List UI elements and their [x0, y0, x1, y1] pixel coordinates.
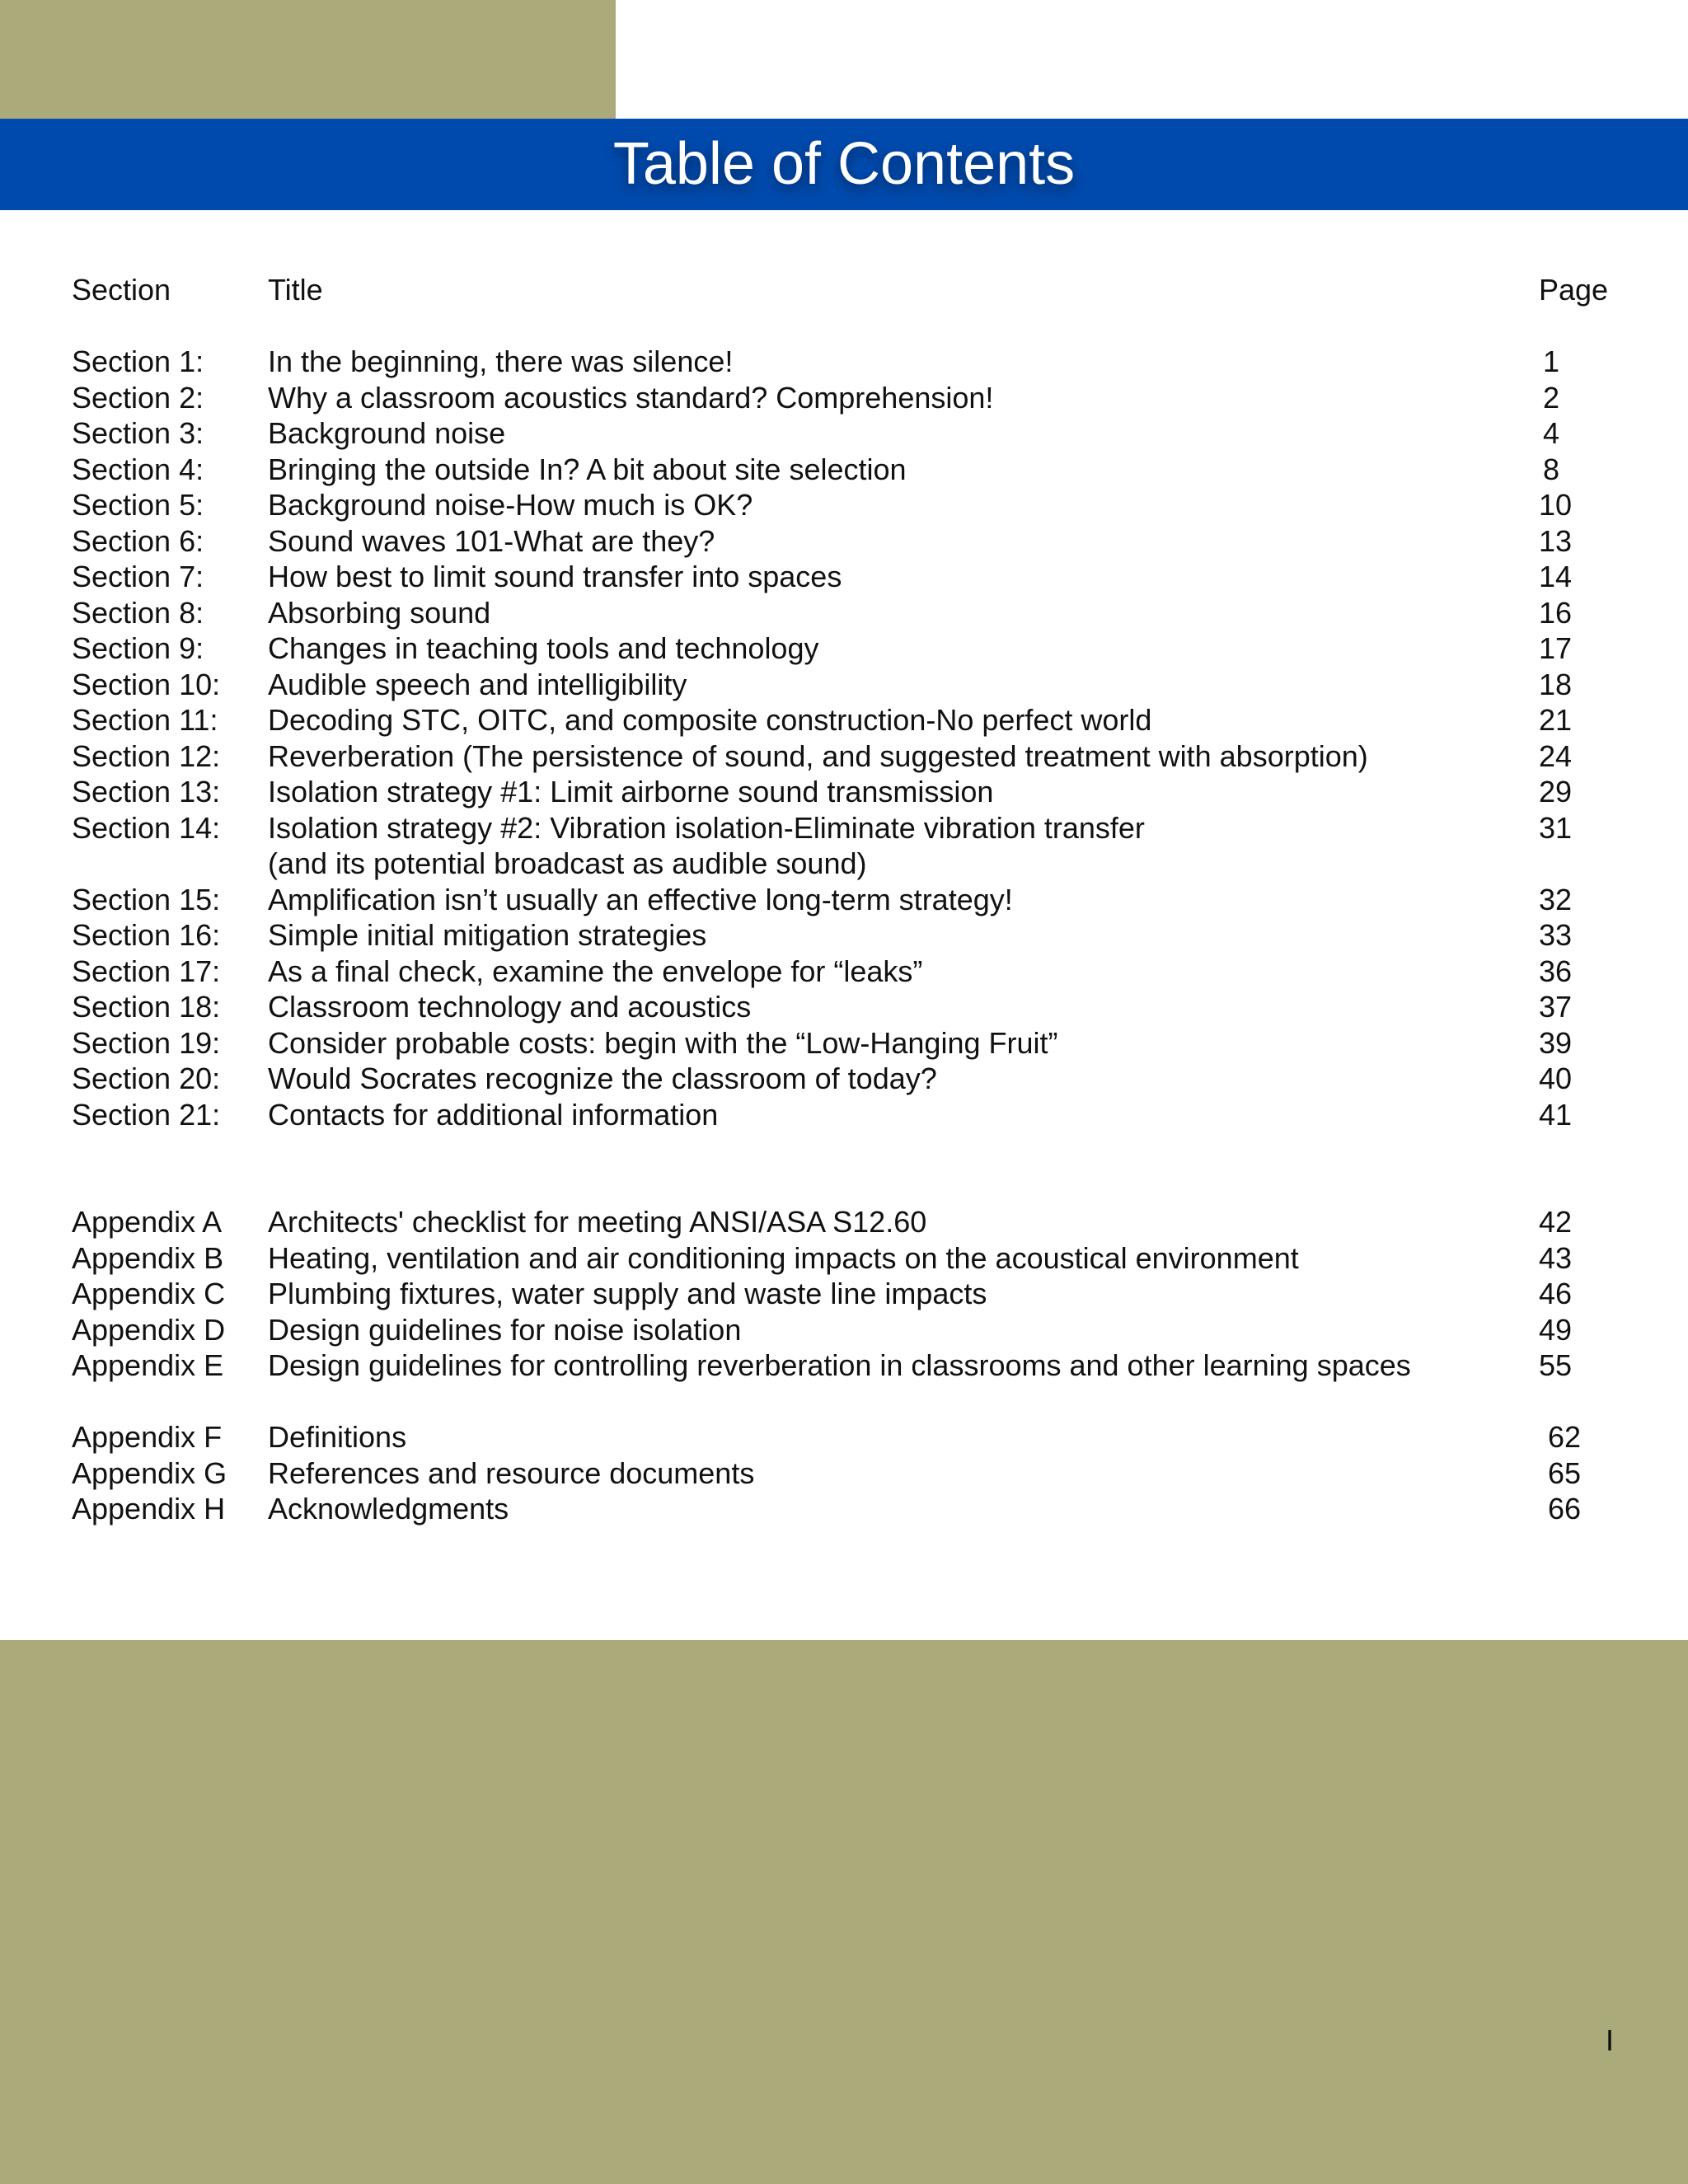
entry-page: 14 [1539, 560, 1573, 593]
entry-title: How best to limit sound transfer into spaces [268, 560, 842, 593]
entry-label: Section 18: [72, 990, 221, 1024]
appendix-entry [0, 1347, 1688, 1384]
entry-page: 10 [1539, 488, 1573, 522]
section-entry [0, 738, 1688, 775]
appendix-entry [0, 1276, 1688, 1312]
section-entry [0, 415, 1688, 452]
section-entry [0, 1025, 1688, 1062]
section-entry [0, 487, 1688, 523]
entry-label: Section 17: [72, 954, 221, 988]
footer-decoration [0, 1640, 1688, 2184]
section-entry [0, 595, 1688, 631]
entry-label: Appendix H [72, 1492, 226, 1526]
entry-page: 21 [1539, 703, 1573, 737]
appendix-entry [0, 1312, 1688, 1348]
entry-title: As a final check, examine the envelope for “leaks” [268, 954, 923, 988]
entry-label: Section 15: [72, 882, 221, 916]
entry-title: Would Socrates recognize the classroom of today? [268, 1062, 937, 1095]
entry-page: 24 [1539, 738, 1573, 773]
entry-page: 49 [1539, 1312, 1573, 1347]
column-headers [0, 272, 1688, 308]
entry-page: 43 [1539, 1240, 1573, 1275]
entry-title: Definitions [268, 1420, 407, 1454]
entry-page: 33 [1539, 918, 1573, 952]
column-header-title: Title [268, 273, 323, 307]
entry-label: Section 10: [72, 667, 221, 701]
corner-decoration [0, 0, 616, 119]
appendix-list-secondary [0, 1419, 1688, 1527]
entry-title: Changes in teaching tools and technology [268, 631, 819, 665]
entry-title: Reverberation (The persistence of sound, and suggested treatment with absorption) [268, 738, 1368, 773]
section-entry-continuation [0, 846, 1688, 882]
appendix-list [0, 1204, 1688, 1384]
appendix-entry [0, 1240, 1688, 1277]
entry-label: Section 21: [72, 1097, 221, 1132]
entry-title: Architects' checklist for meeting ANSI/ASA S12.60 [268, 1205, 927, 1239]
entry-page: 65 [1548, 1455, 1582, 1490]
entry-title: Isolation strategy #1: Limit airborne sound transmission [268, 775, 994, 808]
appendix-entry [0, 1491, 1688, 1527]
section-entry [0, 1097, 1688, 1133]
section-entry [0, 810, 1688, 846]
entry-title: Consider probable costs: begin with the “Low-Hanging Fruit” [268, 1025, 1058, 1060]
table-of-contents [0, 272, 1688, 1527]
section-entry [0, 774, 1688, 810]
entry-title: Simple initial mitigation strategies [268, 918, 707, 952]
section-entry [0, 882, 1688, 918]
entry-page: 17 [1539, 631, 1573, 665]
entry-label: Section 2: [72, 380, 204, 415]
entry-title: References and resource documents [268, 1455, 755, 1490]
entry-title: Sound waves 101-What are they? [268, 523, 715, 558]
page-title: Table of Contents [612, 131, 1076, 197]
section-entry [0, 630, 1688, 667]
section-entry [0, 559, 1688, 595]
section-entry [0, 667, 1688, 703]
entry-page: 29 [1539, 775, 1573, 808]
entry-page: 32 [1539, 882, 1573, 916]
entry-page: 1 [1542, 344, 1560, 378]
entry-page: 37 [1539, 990, 1573, 1024]
appendix-entry [0, 1204, 1688, 1240]
entry-page: 55 [1539, 1348, 1573, 1382]
section-entry [0, 989, 1688, 1025]
section-entry [0, 917, 1688, 954]
appendix-entry [0, 1419, 1688, 1455]
entry-title-continued: (and its potential broadcast as audible sound) [268, 846, 867, 880]
entry-page: 39 [1539, 1025, 1573, 1060]
entry-title: Why a classroom acoustics standard? Comprehension! [268, 380, 994, 415]
entry-label: Section 14: [72, 810, 221, 845]
entry-title: Design guidelines for controlling reverberation in classrooms and other learning spaces [268, 1348, 1411, 1382]
entry-page: 2 [1542, 380, 1560, 415]
entry-label: Appendix D [72, 1312, 226, 1347]
entry-label: Section 11: [72, 703, 218, 737]
entry-label: Appendix E [72, 1348, 224, 1382]
section-entry [0, 380, 1688, 416]
entry-page: 8 [1542, 452, 1560, 486]
entry-label: Section 16: [72, 918, 221, 952]
entry-label: Section 13: [72, 775, 221, 808]
entry-title: Bringing the outside In? A bit about site selection [268, 452, 907, 486]
appendix-entry [0, 1455, 1688, 1492]
entry-label: Section 4: [72, 452, 204, 486]
entry-title: Classroom technology and acoustics [268, 990, 752, 1024]
section-entry [0, 954, 1688, 990]
entry-title: Background noise-How much is OK? [268, 488, 753, 522]
entry-label: Section 6: [72, 523, 204, 558]
entry-title: Acknowledgments [268, 1492, 509, 1526]
entry-page: 62 [1548, 1420, 1582, 1454]
entry-page: 18 [1539, 667, 1573, 701]
entry-label: Section 19: [72, 1025, 221, 1060]
section-entry [0, 452, 1688, 488]
section-entry [0, 1061, 1688, 1097]
entry-page: 31 [1539, 810, 1573, 845]
entry-page: 46 [1539, 1277, 1573, 1310]
entry-label: Section 7: [72, 560, 204, 593]
entry-page: 66 [1548, 1492, 1582, 1526]
entry-title: Audible speech and intelligibility [268, 667, 687, 701]
entry-page: 40 [1539, 1062, 1573, 1095]
entry-title: In the beginning, there was silence! [268, 344, 734, 378]
entry-label: Appendix A [72, 1205, 223, 1239]
entry-label: Section 1: [72, 344, 204, 378]
entry-page: 41 [1539, 1097, 1573, 1132]
entry-label: Section 12: [72, 738, 221, 773]
entry-label: Section 5: [72, 488, 204, 522]
entry-page: 42 [1539, 1205, 1573, 1239]
entry-title: Decoding STC, OITC, and composite construction-No perfect world [268, 703, 1152, 737]
entry-page: 36 [1539, 954, 1573, 988]
entry-label: Appendix G [72, 1455, 227, 1490]
column-header-section: Section [72, 273, 171, 307]
entry-page: 4 [1542, 416, 1560, 450]
entry-title: Isolation strategy #2: Vibration isolation-Eliminate vibration transfer [268, 810, 1145, 845]
entry-label: Section 8: [72, 595, 204, 630]
entry-title: Contacts for additional information [268, 1097, 719, 1132]
entry-label: Section 9: [72, 631, 204, 665]
column-header-page: Page [1539, 273, 1609, 307]
entry-title: Design guidelines for noise isolation [268, 1312, 742, 1347]
entry-label: Appendix F [72, 1420, 223, 1454]
entry-page: 16 [1539, 595, 1573, 630]
section-entry [0, 702, 1688, 738]
section-entry [0, 523, 1688, 560]
entry-label: Section 20: [72, 1062, 221, 1095]
section-list [0, 344, 1688, 1132]
entry-title: Amplification isn’t usually an effective long-term strategy! [268, 882, 1013, 916]
entry-title: Plumbing fixtures, water supply and waste line impacts [268, 1277, 987, 1310]
entry-label: Appendix B [72, 1240, 224, 1275]
entry-title: Absorbing sound [268, 595, 491, 630]
section-entry [0, 344, 1688, 380]
entry-label: Section 3: [72, 416, 204, 450]
page-number: I [1606, 2023, 1615, 2057]
entry-page: 13 [1539, 523, 1573, 558]
entry-title: Background noise [268, 416, 506, 450]
entry-title: Heating, ventilation and air conditioning impacts on the acoustical environment [268, 1240, 1299, 1275]
entry-label: Appendix C [72, 1277, 226, 1310]
